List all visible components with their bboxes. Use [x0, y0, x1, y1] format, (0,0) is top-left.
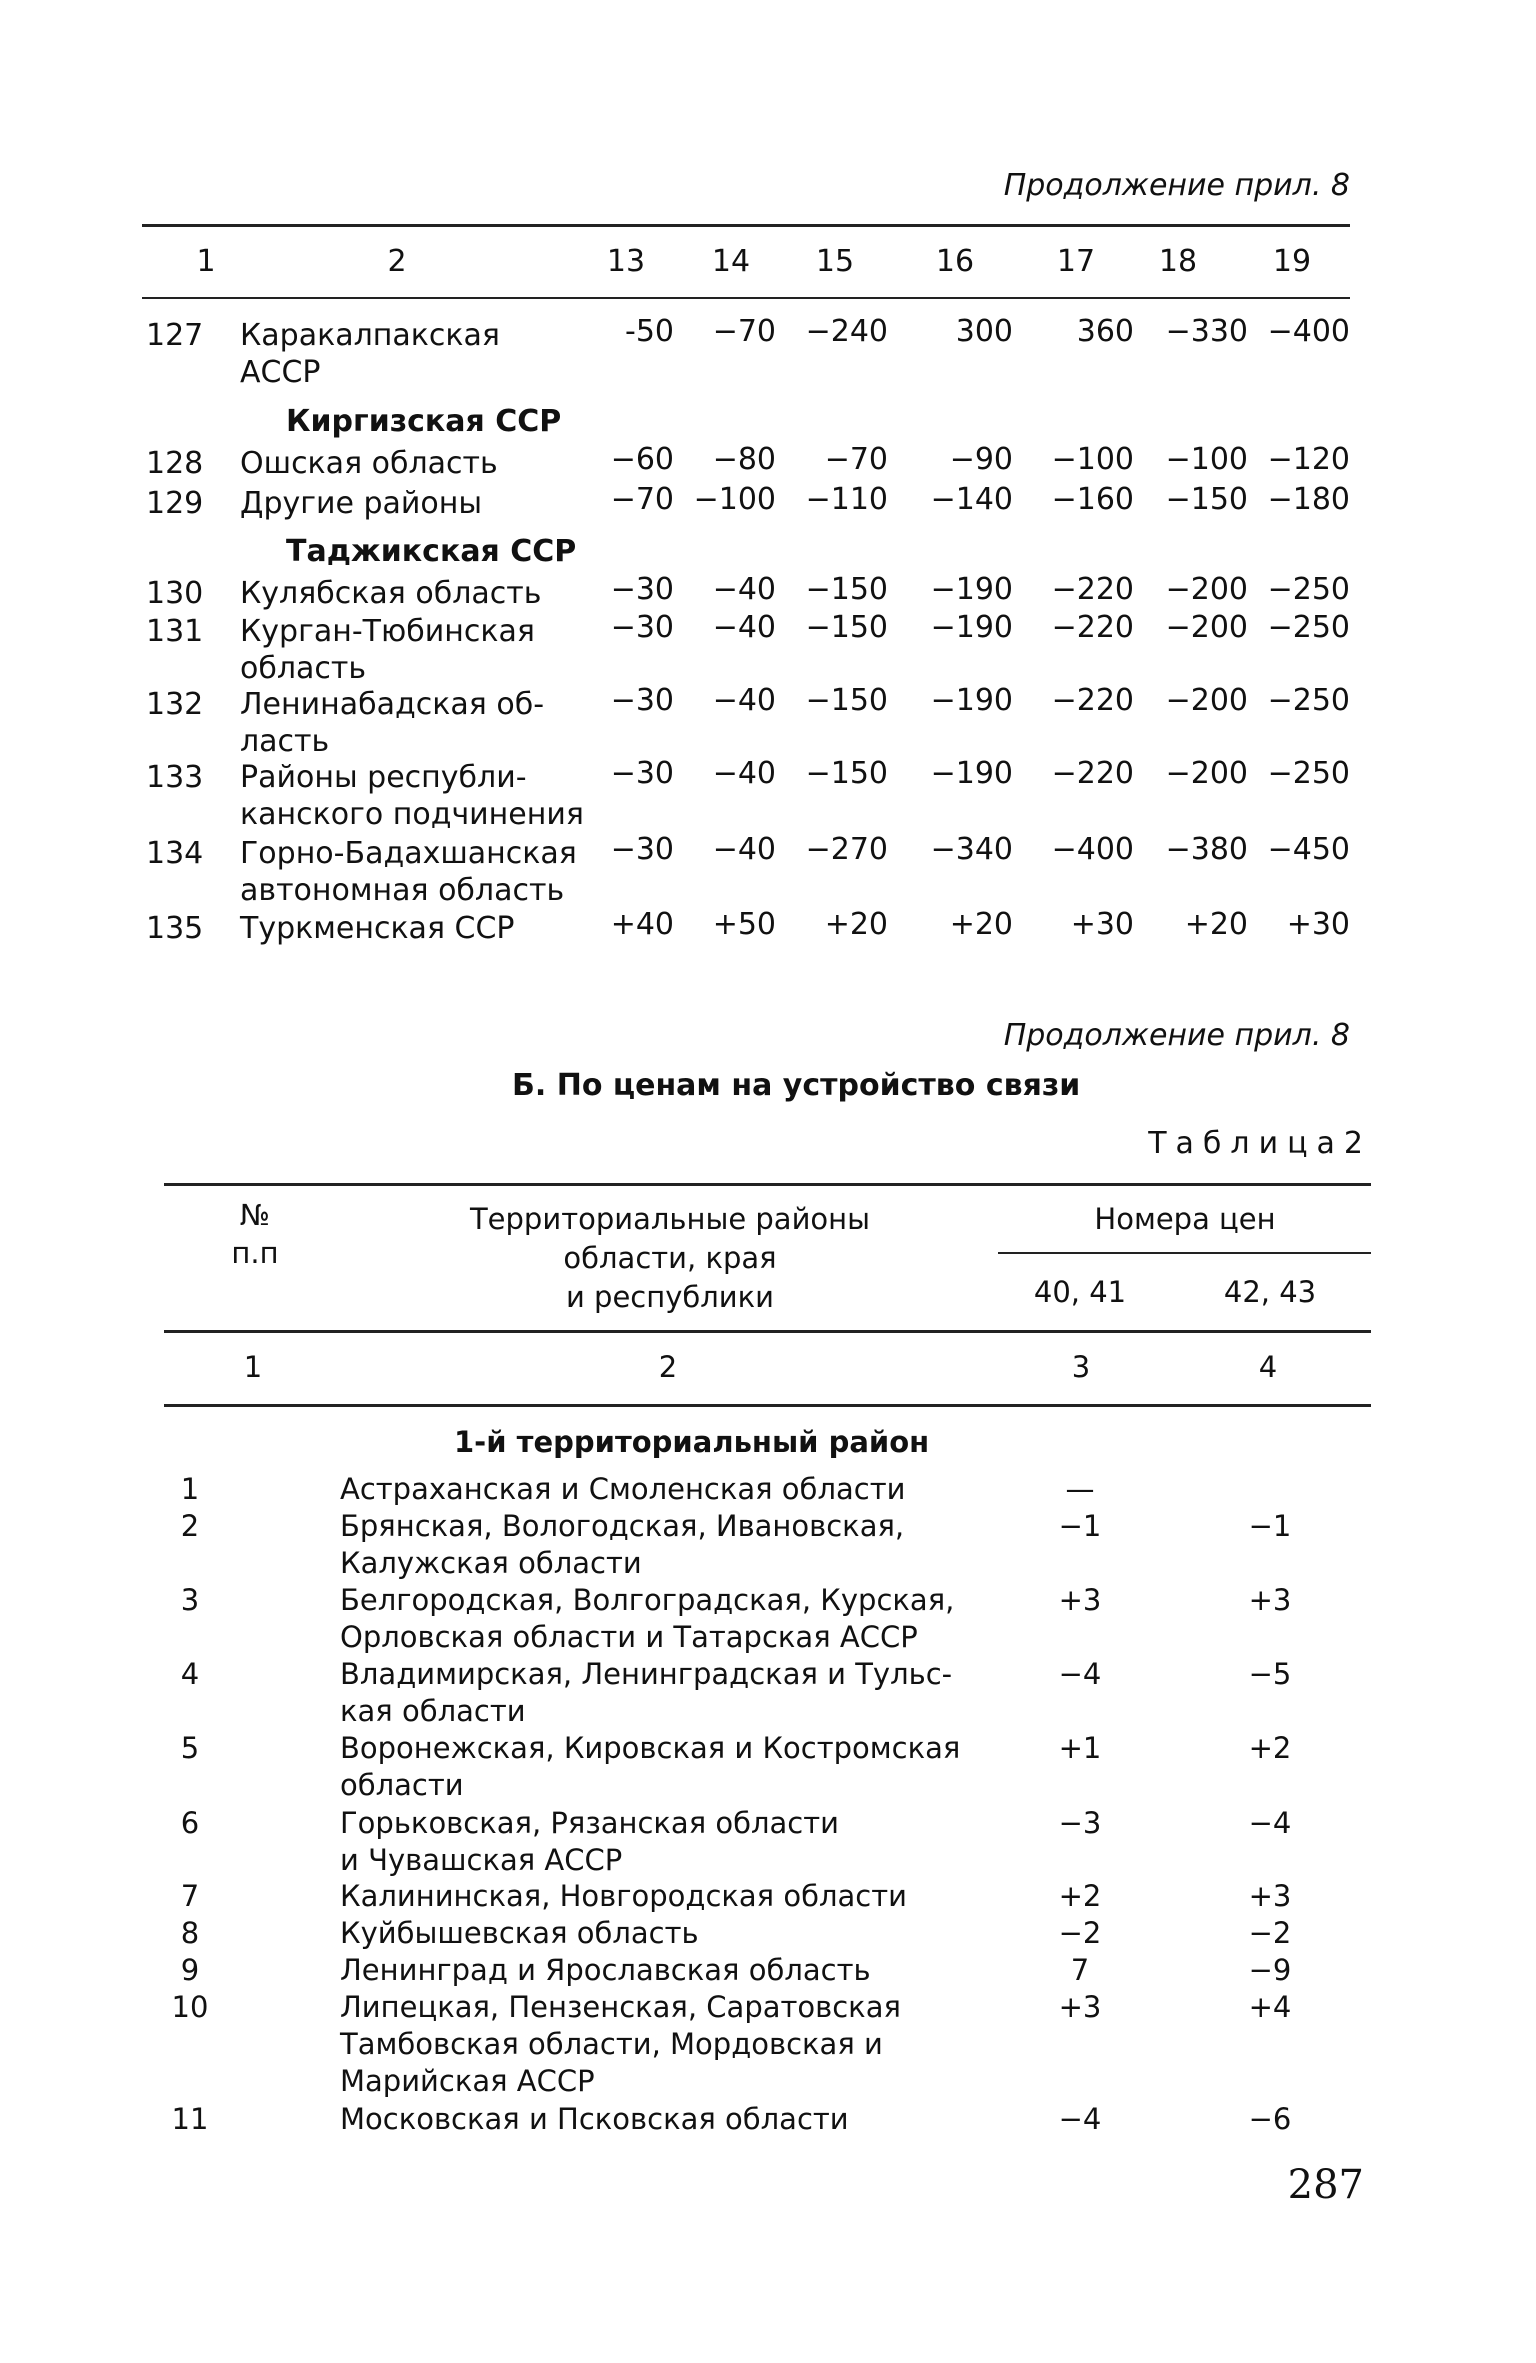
table1-value-cell: −160: [1051, 482, 1134, 517]
table2-value-cell: +3: [1058, 1583, 1102, 1617]
page-header-2: Продолжение прил. 8: [1003, 1018, 1350, 1053]
table2-value-cell: −4: [1058, 2102, 1102, 2136]
table1-value-cell: −200: [1165, 572, 1248, 607]
table2-region-name: Липецкая, Пензенская, Саратовская: [340, 1990, 901, 2024]
table1-value-cell: −200: [1165, 756, 1248, 791]
table1-value-cell: −220: [1051, 572, 1134, 607]
table1-value-cell: +20: [824, 907, 888, 942]
table1-value-cell: −150: [805, 756, 888, 791]
table1-header-cell: 17: [1056, 244, 1096, 279]
table1-value-cell: −40: [712, 683, 776, 718]
table1-row-number: 132: [146, 687, 204, 722]
table1-value-cell: −200: [1165, 610, 1248, 645]
table1-header-cell: 2: [387, 244, 407, 279]
table1-value-cell: −190: [930, 572, 1013, 607]
table2-head-sub: 40, 41: [1033, 1275, 1127, 1309]
table2-region-name: Орловская области и Татарская АССР: [340, 1620, 918, 1654]
table2-region-name: Московская и Псковская области: [340, 2102, 849, 2136]
table2-head-region: Территориальные районы: [469, 1202, 871, 1236]
table2-head-region: области, края: [563, 1241, 777, 1275]
table1-header-cell: 19: [1272, 244, 1312, 279]
table1-value-cell: −30: [610, 572, 674, 607]
table1-value-cell: −30: [610, 683, 674, 718]
table1-row-number: 129: [146, 486, 204, 521]
table1-row-number: 130: [146, 576, 204, 611]
table2-row-number: 5: [180, 1731, 200, 1765]
table1-value-cell: −150: [805, 610, 888, 645]
table1-value-cell: −40: [712, 572, 776, 607]
table2-value-cell: +2: [1248, 1731, 1292, 1765]
table2-row-number: 4: [180, 1657, 200, 1691]
table2-region-name: Калининская, Новгородская области: [340, 1879, 907, 1913]
table2-row-number: 8: [180, 1916, 200, 1950]
table1-region-name: Туркменская ССР: [240, 911, 515, 946]
table1-value-cell: −220: [1051, 683, 1134, 718]
table1-value-cell: −380: [1165, 832, 1248, 867]
table2-value-cell: +3: [1248, 1583, 1292, 1617]
table1-value-cell: +20: [949, 907, 1013, 942]
table1-value-cell: −220: [1051, 610, 1134, 645]
table1-region-name: канского подчинения: [240, 797, 584, 832]
table2-value-cell: −4: [1248, 1806, 1292, 1840]
table2-subtitle: 1-й территориальный район: [454, 1425, 930, 1459]
table2-value-cell: −2: [1058, 1916, 1102, 1950]
table2-row-number: 3: [180, 1583, 200, 1617]
table2-region-name: Белгородская, Волгоградская, Курская,: [340, 1583, 955, 1617]
table1-region-name: Кулябская область: [240, 576, 542, 611]
table2-row-number: 7: [180, 1879, 200, 1913]
table1-value-cell: +40: [610, 907, 674, 942]
table2-column-number: 2: [658, 1350, 678, 1384]
table-label: Таблица2: [1148, 1126, 1372, 1161]
table1-value-cell: −150: [805, 572, 888, 607]
table2-value-cell: −1: [1248, 1509, 1292, 1543]
table1-value-cell: −110: [805, 482, 888, 517]
page-header: Продолжение прил. 8: [1003, 168, 1350, 203]
table2-head-sub: 42, 43: [1223, 1275, 1317, 1309]
table2-region-name: Астраханская и Смоленская области: [340, 1472, 906, 1506]
table1-section-heading: Таджикская ССР: [286, 534, 577, 569]
table2-region-name: Ленинград и Ярославская область: [340, 1953, 871, 1987]
table1-value-cell: −150: [1165, 482, 1248, 517]
table1-row-number: 134: [146, 836, 204, 871]
table1-value-cell: −70: [824, 442, 888, 477]
table2-region-name: Куйбышевская область: [340, 1916, 699, 1950]
table1-header-cell: 14: [711, 244, 751, 279]
table1-value-cell: −60: [610, 442, 674, 477]
table1-region-name: автономная область: [240, 873, 565, 908]
table2-row-number: 10: [171, 1990, 209, 2024]
section-title: Б. По ценам на устройство связи: [512, 1068, 1081, 1103]
table2-region-name: Тамбовская области, Мордовская и: [340, 2027, 883, 2061]
table1-value-cell: −250: [1267, 610, 1350, 645]
table2-row-number: 9: [180, 1953, 200, 1987]
table2-column-number: 3: [1071, 1350, 1091, 1384]
table2-value-cell: +2: [1058, 1879, 1102, 1913]
table1-value-cell: −450: [1267, 832, 1350, 867]
table1-value-cell: −250: [1267, 683, 1350, 718]
table2-column-number: 1: [243, 1350, 263, 1384]
table1-header-rule: [142, 297, 1350, 299]
table1-value-cell: −200: [1165, 683, 1248, 718]
table2-value-cell: +3: [1248, 1879, 1292, 1913]
table1-value-cell: −190: [930, 683, 1013, 718]
table2-region-name: кая области: [340, 1694, 526, 1728]
table1-row-number: 127: [146, 318, 204, 353]
table2-head-number: п.п: [231, 1236, 279, 1270]
table1-value-cell: −240: [805, 314, 888, 349]
table2-row-number: 11: [171, 2102, 209, 2136]
table1-value-cell: 300: [955, 314, 1013, 349]
table2-value-cell: +1: [1058, 1731, 1102, 1765]
table2-region-name: Владимирская, Ленинградская и Тульс-: [340, 1657, 953, 1691]
table1-header-cell: 13: [606, 244, 646, 279]
table1-value-cell: −100: [1165, 442, 1248, 477]
table1-value-cell: +30: [1070, 907, 1134, 942]
table2-head-group: Номера цен: [1094, 1202, 1276, 1236]
table2-region-name: Воронежская, Кировская и Костромская: [340, 1731, 961, 1765]
table2-colnum-rule: [164, 1404, 1371, 1407]
page-number: 287: [1287, 2162, 1364, 2208]
table1-value-cell: −70: [712, 314, 776, 349]
table2-region-name: Марийская АССР: [340, 2064, 595, 2098]
table2-value-cell: −6: [1248, 2102, 1292, 2136]
table1-value-cell: +50: [712, 907, 776, 942]
table1-value-cell: −250: [1267, 756, 1350, 791]
table2-head-number: №: [239, 1198, 271, 1232]
table1-value-cell: 360: [1076, 314, 1134, 349]
table2-region-name: и Чувашская АССР: [340, 1843, 623, 1877]
table1-region-name: Районы республи-: [240, 760, 527, 795]
table1-value-cell: −100: [693, 482, 776, 517]
table1-value-cell: −330: [1165, 314, 1248, 349]
table2-value-cell: +4: [1248, 1990, 1292, 2024]
table1-header-cell: 18: [1158, 244, 1198, 279]
table1-value-cell: −120: [1267, 442, 1350, 477]
table2-region-name: Калужская области: [340, 1546, 642, 1580]
table1-value-cell: −400: [1267, 314, 1350, 349]
table1-value-cell: −190: [930, 610, 1013, 645]
table2-value-cell: −3: [1058, 1806, 1102, 1840]
table2-group-rule: [998, 1252, 1371, 1254]
table1-value-cell: −80: [712, 442, 776, 477]
table2-top-rule: [164, 1183, 1371, 1186]
table2-value-cell: −9: [1248, 1953, 1292, 1987]
table2-region-name: области: [340, 1768, 464, 1802]
table2-column-number: 4: [1258, 1350, 1278, 1384]
table1-region-name: Горно-Бадахшанская: [240, 836, 577, 871]
table2-head-region: и республики: [565, 1280, 774, 1314]
table1-region-name: область: [240, 651, 367, 686]
table1-top-rule: [142, 224, 1350, 227]
table1-value-cell: −190: [930, 756, 1013, 791]
table1-value-cell: −70: [610, 482, 674, 517]
table1-region-name: Курган-Тюбинская: [240, 614, 535, 649]
table1-value-cell: −140: [930, 482, 1013, 517]
table1-row-number: 133: [146, 760, 204, 795]
table1-value-cell: −340: [930, 832, 1013, 867]
table1-value-cell: −30: [610, 832, 674, 867]
table2-value-cell: −5: [1248, 1657, 1292, 1691]
table2-value-cell: −2: [1248, 1916, 1292, 1950]
table2-value-cell: −1: [1058, 1509, 1102, 1543]
table1-value-cell: −40: [712, 756, 776, 791]
table1-row-number: 135: [146, 911, 204, 946]
table1-value-cell: +30: [1286, 907, 1350, 942]
table1-value-cell: −90: [949, 442, 1013, 477]
table1-region-name: Каракалпакская: [240, 318, 500, 353]
table1-value-cell: −30: [610, 610, 674, 645]
table2-value-cell: −4: [1058, 1657, 1102, 1691]
table1-value-cell: −150: [805, 683, 888, 718]
table1-value-cell: −40: [712, 832, 776, 867]
table1-value-cell: −40: [712, 610, 776, 645]
table2-row-number: 6: [180, 1806, 200, 1840]
table1-region-name: Другие районы: [240, 486, 483, 521]
table1-value-cell: -50: [625, 314, 674, 349]
table1-section-heading: Киргизская ССР: [286, 404, 562, 439]
table1-header-cell: 15: [815, 244, 855, 279]
table2-region-name: Брянская, Вологодская, Ивановская,: [340, 1509, 905, 1543]
table1-value-cell: +20: [1184, 907, 1248, 942]
table2-region-name: Горьковская, Рязанская области: [340, 1806, 839, 1840]
table1-value-cell: −270: [805, 832, 888, 867]
table1-region-name: АССР: [240, 355, 321, 390]
table2-header-rule: [164, 1330, 1371, 1333]
table1-region-name: Ленинабадская об-: [240, 687, 545, 722]
table1-value-cell: −220: [1051, 756, 1134, 791]
table1-value-cell: −250: [1267, 572, 1350, 607]
table1-value-cell: −100: [1051, 442, 1134, 477]
table1-row-number: 128: [146, 446, 204, 481]
table2-row-number: 1: [180, 1472, 200, 1506]
table2-row-number: 2: [180, 1509, 200, 1543]
table2-value-cell: 7: [1070, 1953, 1090, 1987]
table1-value-cell: −30: [610, 756, 674, 791]
table1-region-name: Ошская область: [240, 446, 498, 481]
table1-row-number: 131: [146, 614, 204, 649]
table2-value-cell: —: [1065, 1472, 1095, 1506]
table1-header-cell: 16: [935, 244, 975, 279]
table1-header-cell: 1: [196, 244, 216, 279]
table2-value-cell: +3: [1058, 1990, 1102, 2024]
table1-region-name: ласть: [240, 724, 330, 759]
table1-value-cell: −400: [1051, 832, 1134, 867]
table1-value-cell: −180: [1267, 482, 1350, 517]
